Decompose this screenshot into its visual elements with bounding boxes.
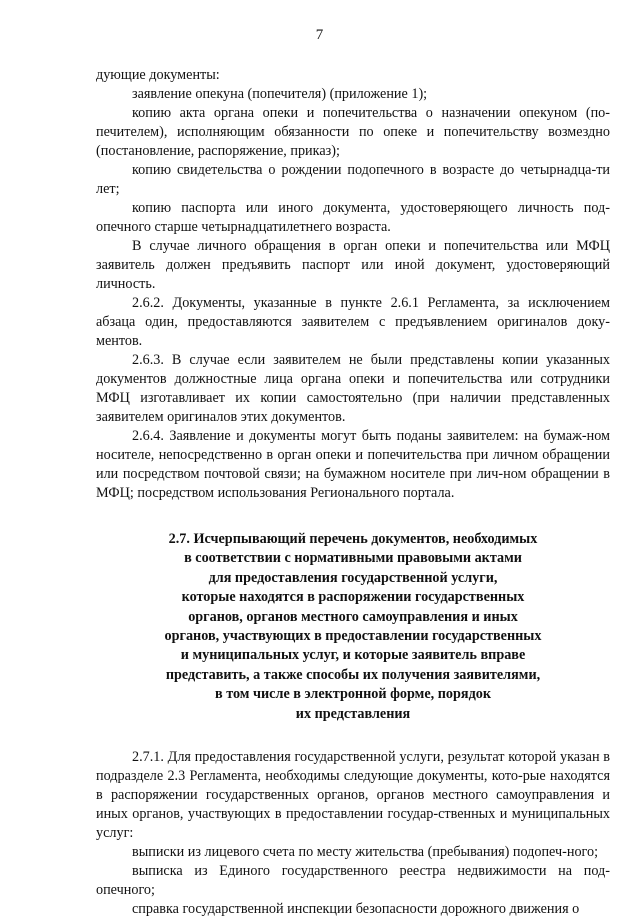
- heading-line: их представления: [295, 705, 411, 722]
- paragraph: копию свидетельства о рождении подопечного в возрасте до четырнадца-ти лет;: [96, 162, 610, 197]
- paragraph: копию акта органа опеки и попечительства о назначении опекуном (по-печителем), исполняющим обязанности по опеке и попечительству возмездно (постановление, распоряжение, приказ);: [96, 105, 610, 159]
- page-number: 7: [315, 27, 324, 43]
- section-heading: [96, 530, 610, 724]
- paragraph: справка государственной инспекции безопасности дорожного движения о: [132, 901, 580, 918]
- heading-line: и муниципальных услуг, и которые заявитель вправе: [180, 647, 526, 664]
- paragraph: 2.6.2. Документы, указанные в пункте 2.6.1 Регламента, за исключением абзаца один, предоставляются заявителем с предъявлением оригиналов доку-ментов.: [96, 295, 610, 349]
- heading-line: в том числе в электронной форме, порядок: [214, 686, 492, 703]
- heading-line: представить, а также способы их получения заявителями,: [165, 666, 541, 683]
- document-body: [96, 66, 610, 919]
- paragraph: копию паспорта или иного документа, удостоверяющего личность под-опечного старше четырнадцатилетнего возраста.: [96, 200, 610, 235]
- heading-line: 2.7. Исчерпывающий перечень документов, необходимых: [168, 531, 538, 547]
- paragraph: заявление опекуна (попечителя) (приложение 1);: [132, 86, 428, 102]
- paragraph: выписки из лицевого счета по месту жительства (пребывания) подопеч-ного;: [132, 844, 599, 861]
- heading-line: которые находятся в распоряжении государственных: [181, 589, 525, 606]
- paragraph: В случае личного обращения в орган опеки и попечительства или МФЦ заявитель должен предъявить паспорт или иной документ, удостоверяющий личность.: [96, 238, 610, 292]
- heading-line: органов, участвующих в предоставлении государственных: [164, 628, 542, 645]
- top-paragraphs: [96, 66, 610, 503]
- heading-line: органов, органов местного самоуправления и иных: [188, 608, 518, 625]
- paragraph: 2.6.4. Заявление и документы могут быть поданы заявителем: на бумаж-ном носителе, непосредственно в орган опеки и попечительства при личном обращении или посредством почтовой связи; на бумажном носителе при лич-ном обращении в МФЦ; посредством использования Регионального портала.: [96, 428, 610, 501]
- paragraph: выписка из Единого государственного реестра недвижимости на под-опечного;: [96, 863, 610, 899]
- paragraph: 2.6.3. В случае если заявителем не были представлены копии указанных документов должностные лица органа опеки и попечительства или сотрудники МФЦ изготавливает их копии самостоятельно (при наличии представленных заявителем оригиналов этих документов.: [96, 352, 610, 425]
- heading-line: для предоставления государственной услуги,: [208, 569, 498, 586]
- heading-line: в соответствии с нормативными правовыми актами: [184, 550, 522, 567]
- paragraph: 2.7.1. Для предоставления государственной услуги, результат которой указан в подразделе 2.3 Регламента, необходимы следующие документы, кото-рые находятся в распоряжении государственных органов, органов местного самоуправления и иных органов, участвующих в предоставлении государ-ственных и муниципальных услуг:: [96, 749, 610, 842]
- paragraph: дующие документы:: [96, 67, 220, 83]
- bottom-paragraphs: [96, 748, 610, 919]
